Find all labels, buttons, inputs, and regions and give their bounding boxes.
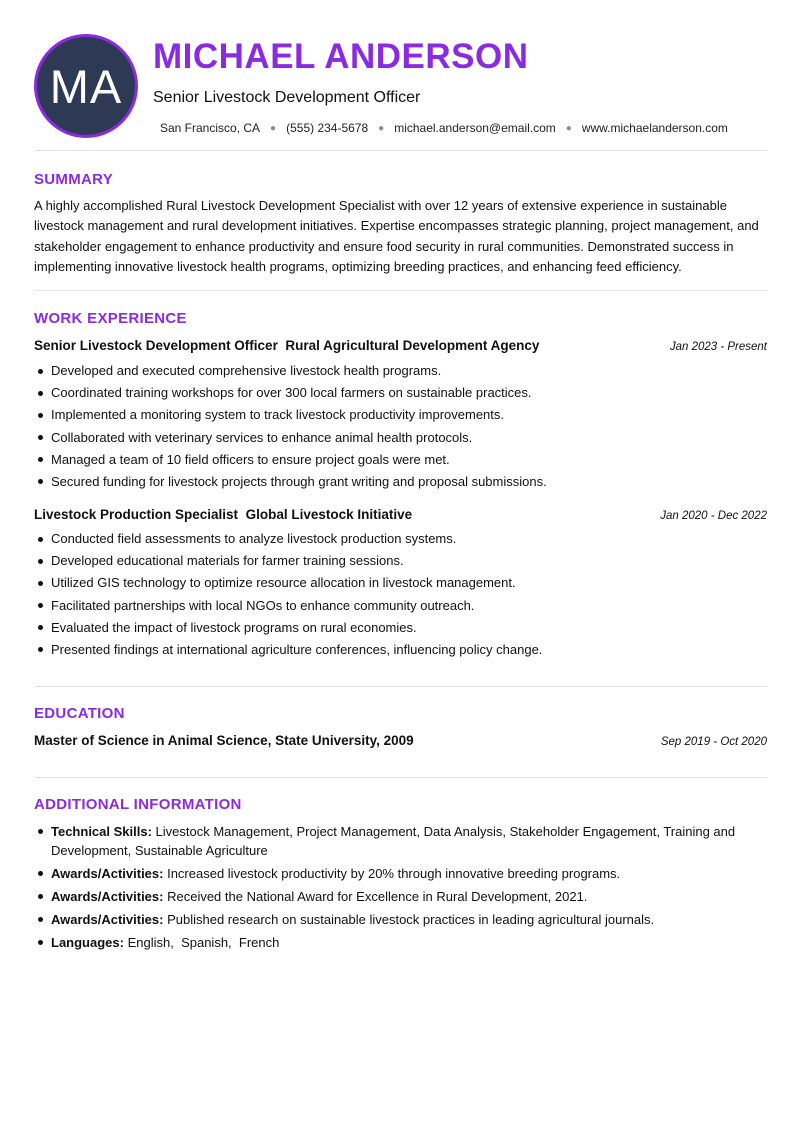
experience-heading: WORK EXPERIENCE <box>34 310 187 327</box>
item-label: Languages: <box>51 935 124 950</box>
item-text: Received the National Award for Excellence in Rural Development, 2021. <box>167 889 588 904</box>
item-label: Technical Skills: <box>51 824 152 839</box>
item-text: Increased livestock productivity by 20% through innovative breeding programs. <box>167 866 621 881</box>
job-dates: Jan 2023 - Present <box>669 341 767 353</box>
list-item: Collaborated with veterinary services to enhance animal health protocols. <box>34 429 767 451</box>
candidate-title: Senior Livestock Development Officer <box>153 89 421 106</box>
list-item: Managed a team of 10 field officers to ensure project goals were met. <box>34 451 767 473</box>
job-title: Livestock Production Specialist <box>34 507 239 522</box>
separator-dot: ● <box>270 122 277 134</box>
list-item <box>34 910 767 929</box>
candidate-name: MICHAEL ANDERSON <box>153 37 529 76</box>
contact-location: San Francisco, CA <box>160 121 261 135</box>
list-item: Presented findings at international agriculture conferences, influencing policy change. <box>34 641 767 663</box>
job-dates: Jan 2020 - Dec 2022 <box>660 510 767 522</box>
contact-website: www.michaelanderson.com <box>581 121 728 135</box>
list-item <box>34 933 767 952</box>
list-item: Facilitated partnerships with local NGOs to enhance community outreach. <box>34 597 767 619</box>
contact-email: michael.anderson@email.com <box>394 121 556 135</box>
list-item <box>34 864 767 883</box>
item-label: Awards/Activities: <box>51 866 164 881</box>
list-item: Conducted field assessments to analyze livestock production systems. <box>34 530 767 552</box>
item-text: Livestock Management, Project Management, Data Analysis, Stakeholder Engagement, Training and Development, Sustainable Agriculture <box>51 824 736 858</box>
list-item: Developed educational materials for farmer training sessions. <box>34 552 767 574</box>
divider <box>34 777 767 778</box>
list-item: Secured funding for livestock projects through grant writing and proposal submissions. <box>34 473 767 495</box>
item-label: Awards/Activities: <box>51 889 164 904</box>
additional-heading: ADDITIONAL INFORMATION <box>34 796 242 813</box>
list-item: Coordinated training workshops for over 300 local farmers on sustainable practices. <box>34 384 767 406</box>
avatar-initials: MA <box>49 59 123 113</box>
divider <box>34 290 767 291</box>
job-company: Rural Agricultural Development Agency <box>285 338 540 353</box>
list-item: Evaluated the impact of livestock programs on rural economies. <box>34 619 767 641</box>
summary-text: A highly accomplished Rural Livestock Development Specialist with over 12 years of extensive experience in sustainable livestock management and rural development initiatives. Expertise encompasses strategic planning, project management, and stakeholder engagement to enhance productivity and ensure food security in rural communities. Demonstrated success in implementing innovative livestock health programs, optimizing breeding practices, and enhancing feed efficiency. <box>34 198 759 274</box>
job-role <box>34 338 539 353</box>
avatar <box>34 34 138 138</box>
item-label: Awards/Activities: <box>51 912 164 927</box>
job-role <box>34 507 412 522</box>
separator-dot: ● <box>378 122 385 134</box>
contact-line <box>160 121 728 135</box>
list-item <box>34 822 767 860</box>
job-header <box>34 338 767 353</box>
separator-dot: ● <box>565 122 572 134</box>
list-item: Utilized GIS technology to optimize resource allocation in livestock management. <box>34 574 767 596</box>
additional-list <box>34 822 767 956</box>
job-title: Senior Livestock Development Officer <box>34 338 278 353</box>
summary-heading: SUMMARY <box>34 171 114 188</box>
education-heading: EDUCATION <box>34 705 125 722</box>
contact-phone: (555) 234-5678 <box>286 121 369 135</box>
divider <box>34 686 767 687</box>
item-text: English, Spanish, French <box>127 935 280 950</box>
education-entry <box>34 733 767 748</box>
list-item: Developed and executed comprehensive livestock health programs. <box>34 362 767 384</box>
job-company: Global Livestock Initiative <box>245 507 413 522</box>
list-item: Implemented a monitoring system to track livestock productivity improvements. <box>34 406 767 428</box>
divider <box>34 150 767 151</box>
education-degree: Master of Science in Animal Science, State University, 2009 <box>34 733 414 748</box>
job-header <box>34 507 767 522</box>
job-bullets <box>34 530 767 663</box>
education-dates: Sep 2019 - Oct 2020 <box>660 736 767 748</box>
item-text: Published research on sustainable livestock practices in leading agricultural journals. <box>167 912 655 927</box>
list-item <box>34 887 767 906</box>
job-bullets <box>34 362 767 495</box>
